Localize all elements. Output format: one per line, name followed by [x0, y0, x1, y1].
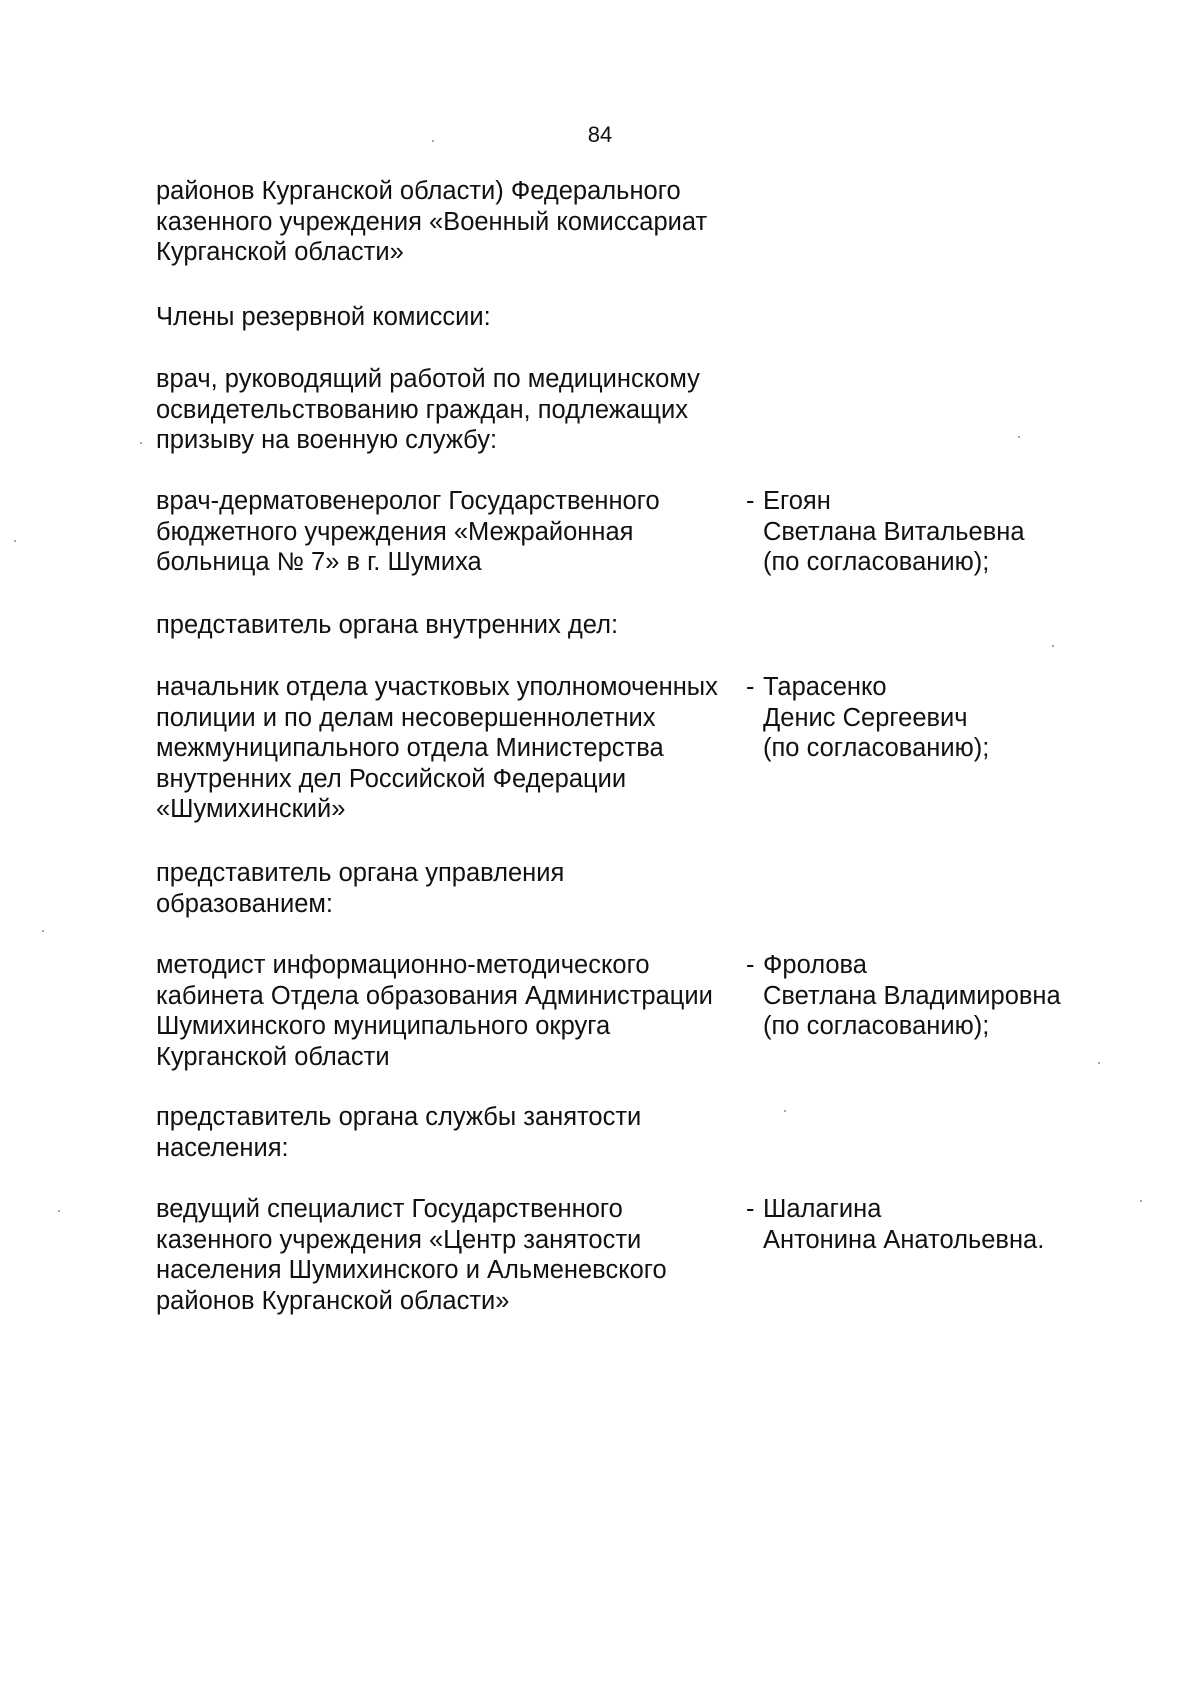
position-line: врач-дерматовенеролог Государственного — [156, 487, 660, 515]
education-heading-line: представитель органа управления — [156, 859, 565, 887]
scan-speck — [784, 1110, 786, 1112]
member-surname: Фролова — [763, 951, 867, 979]
page-number: 84 — [587, 122, 613, 147]
scan-speck — [140, 442, 142, 444]
scan-speck — [1052, 645, 1054, 647]
dash-separator: - — [746, 673, 755, 701]
position-line: ведущий специалист Государственного — [156, 1195, 623, 1223]
intro-line: казенного учреждения «Военный комиссариат — [156, 207, 708, 236]
member-given-names: Денис Сергеевич — [763, 703, 968, 732]
scan-speck — [1018, 436, 1020, 438]
dash-separator: - — [746, 1195, 755, 1223]
member-note: (по согласованию); — [763, 734, 990, 762]
position-line: казенного учреждения «Центр занятости — [156, 1225, 642, 1254]
doctor-section-line: врач, руководящий работой по медицинскому — [156, 365, 700, 393]
position-line: больница № 7» в г. Шумиха — [156, 548, 482, 576]
scan-speck — [58, 1210, 60, 1212]
member-given-names: Светлана Витальевна — [763, 517, 1025, 546]
scan-speck — [432, 140, 434, 142]
position-line: внутренних дел Российской Федерации — [156, 764, 627, 793]
member-position — [156, 486, 746, 578]
scan-speck — [1098, 1062, 1100, 1064]
position-line: начальник отдела участковых уполномоченных — [156, 673, 718, 701]
position-line: «Шумихинский» — [156, 795, 346, 823]
member-surname: Тарасенко — [763, 673, 887, 701]
position-line: населения Шумихинского и Альменевского — [156, 1256, 667, 1284]
member-position — [156, 672, 746, 825]
member-surname: Егоян — [763, 487, 831, 515]
position-line: районов Курганской области» — [156, 1286, 510, 1315]
member-name — [746, 950, 1076, 1042]
position-line: Курганской области — [156, 1042, 390, 1071]
intro-paragraph — [156, 176, 707, 268]
scan-speck — [42, 930, 44, 932]
employment-heading — [156, 1102, 641, 1163]
employment-heading-line: населения: — [156, 1133, 289, 1162]
doctor-section-line: освидетельствованию граждан, подлежащих — [156, 395, 689, 424]
member-name — [746, 1194, 1076, 1255]
member-given-names: Антонина Анатольевна. — [763, 1225, 1045, 1254]
education-heading-line: образованием: — [156, 889, 334, 918]
position-line: межмуниципального отдела Министерства — [156, 734, 664, 762]
member-name — [746, 672, 1076, 764]
member-position — [156, 1194, 746, 1316]
education-heading — [156, 858, 564, 919]
member-given-names: Светлана Владимировна — [763, 981, 1061, 1010]
intro-line: районов Курганской области) Федерального — [156, 177, 681, 205]
intro-line: Курганской области» — [156, 238, 404, 266]
position-line: методист информационно-методического — [156, 951, 650, 979]
member-surname: Шалагина — [763, 1195, 882, 1223]
dash-separator: - — [746, 487, 755, 515]
position-line: полиции и по делам несовершеннолетних — [156, 703, 656, 732]
members-heading: Члены резервной комиссии: — [156, 303, 491, 331]
member-note: (по согласованию); — [763, 548, 990, 576]
position-line: бюджетного учреждения «Межрайонная — [156, 517, 634, 546]
member-name — [746, 486, 1076, 578]
internal-affairs-heading: представитель органа внутренних дел: — [156, 611, 619, 639]
dash-separator: - — [746, 951, 755, 979]
member-note: (по согласованию); — [763, 1012, 990, 1040]
scan-speck — [1140, 1200, 1142, 1202]
doctor-section-heading — [156, 364, 700, 456]
employment-heading-line: представитель органа службы занятости — [156, 1103, 642, 1131]
scan-speck — [14, 540, 16, 542]
member-position — [156, 950, 746, 1072]
position-line: Шумихинского муниципального округа — [156, 1012, 611, 1040]
position-line: кабинета Отдела образования Администрации — [156, 981, 713, 1010]
doctor-section-line: призыву на военную службу: — [156, 426, 498, 454]
